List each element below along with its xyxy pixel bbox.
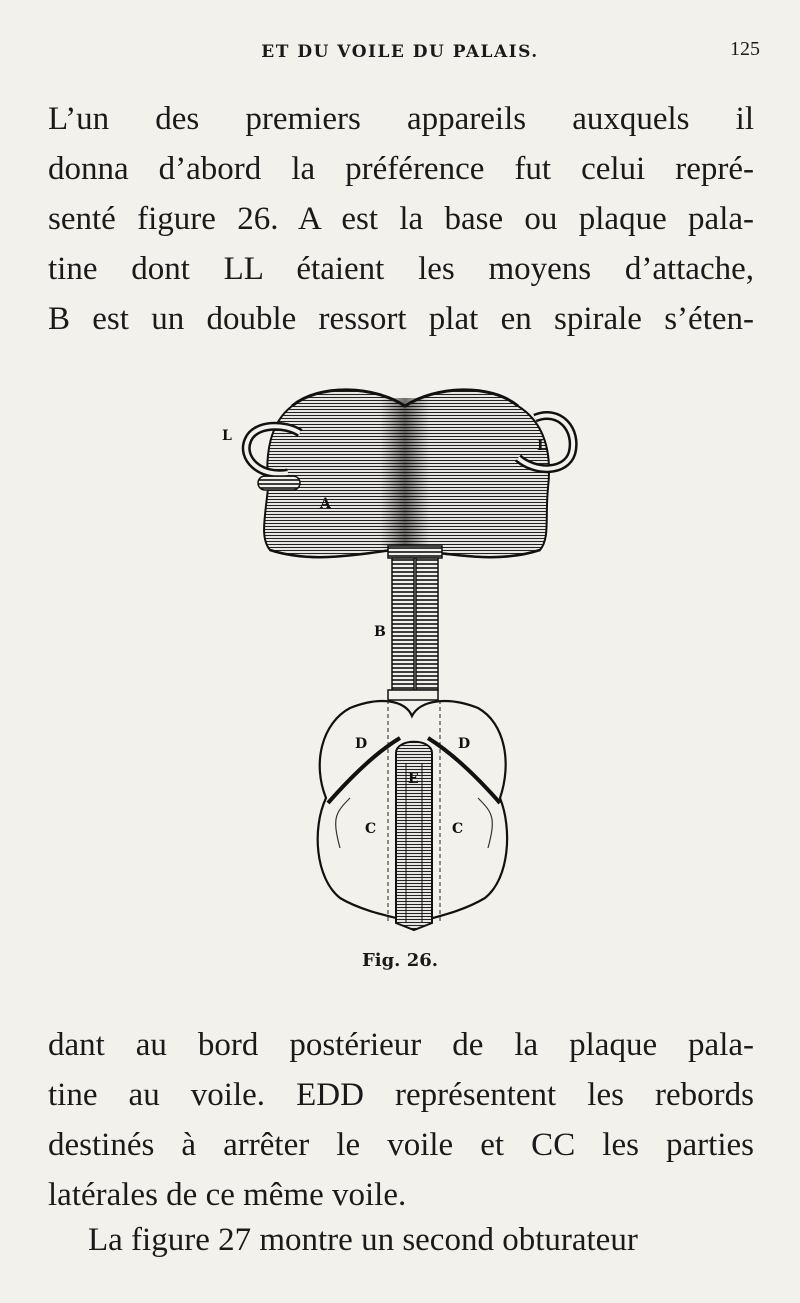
text-line: tine dont LL étaient les moyens d’attache, <box>48 251 754 287</box>
label-L-right: L <box>537 438 547 454</box>
running-title: ET DU VOILE DU PALAIS. <box>261 42 539 62</box>
text-line: B est un double ressort plat en spirale s’éten- <box>48 301 754 337</box>
text-line: tine au voile. EDD représentent les rebords <box>48 1077 754 1113</box>
text-line: destinés à arrêter le voile et CC les parties <box>48 1127 754 1163</box>
figure-caption: Fig. 26. <box>361 950 439 971</box>
label-A: A <box>320 496 331 512</box>
paragraph-3 <box>48 1215 754 1265</box>
paragraph-1 <box>48 94 754 344</box>
page-header <box>0 38 800 72</box>
label-D-left: D <box>355 736 368 752</box>
text-line: donna d’abord la préférence fut celui repré- <box>48 151 754 187</box>
label-B: B <box>374 624 386 640</box>
label-L-left: L <box>222 428 232 444</box>
label-D-right: D <box>458 736 471 752</box>
figure-26-illustration <box>200 378 600 938</box>
label-C-left: C <box>365 821 377 837</box>
text-line: L’un des premiers appareils auxquels il <box>48 101 754 137</box>
velum-obturator <box>318 700 507 930</box>
text-line: latérales de ce même voile. <box>48 1177 407 1213</box>
spiral-spring <box>388 546 442 700</box>
label-E: E <box>408 771 419 787</box>
paragraph-2 <box>48 1020 754 1220</box>
text-line: dant au bord postérieur de la plaque pala- <box>48 1027 754 1063</box>
text-line: La figure 27 montre un second obturateur <box>88 1222 638 1258</box>
page-number: 125 <box>730 38 760 60</box>
label-C-right: C <box>452 821 464 837</box>
obturator-drawing <box>200 378 600 938</box>
text-line: senté figure 26. A est la base ou plaque pala- <box>48 201 754 237</box>
palatine-plate <box>264 390 549 557</box>
